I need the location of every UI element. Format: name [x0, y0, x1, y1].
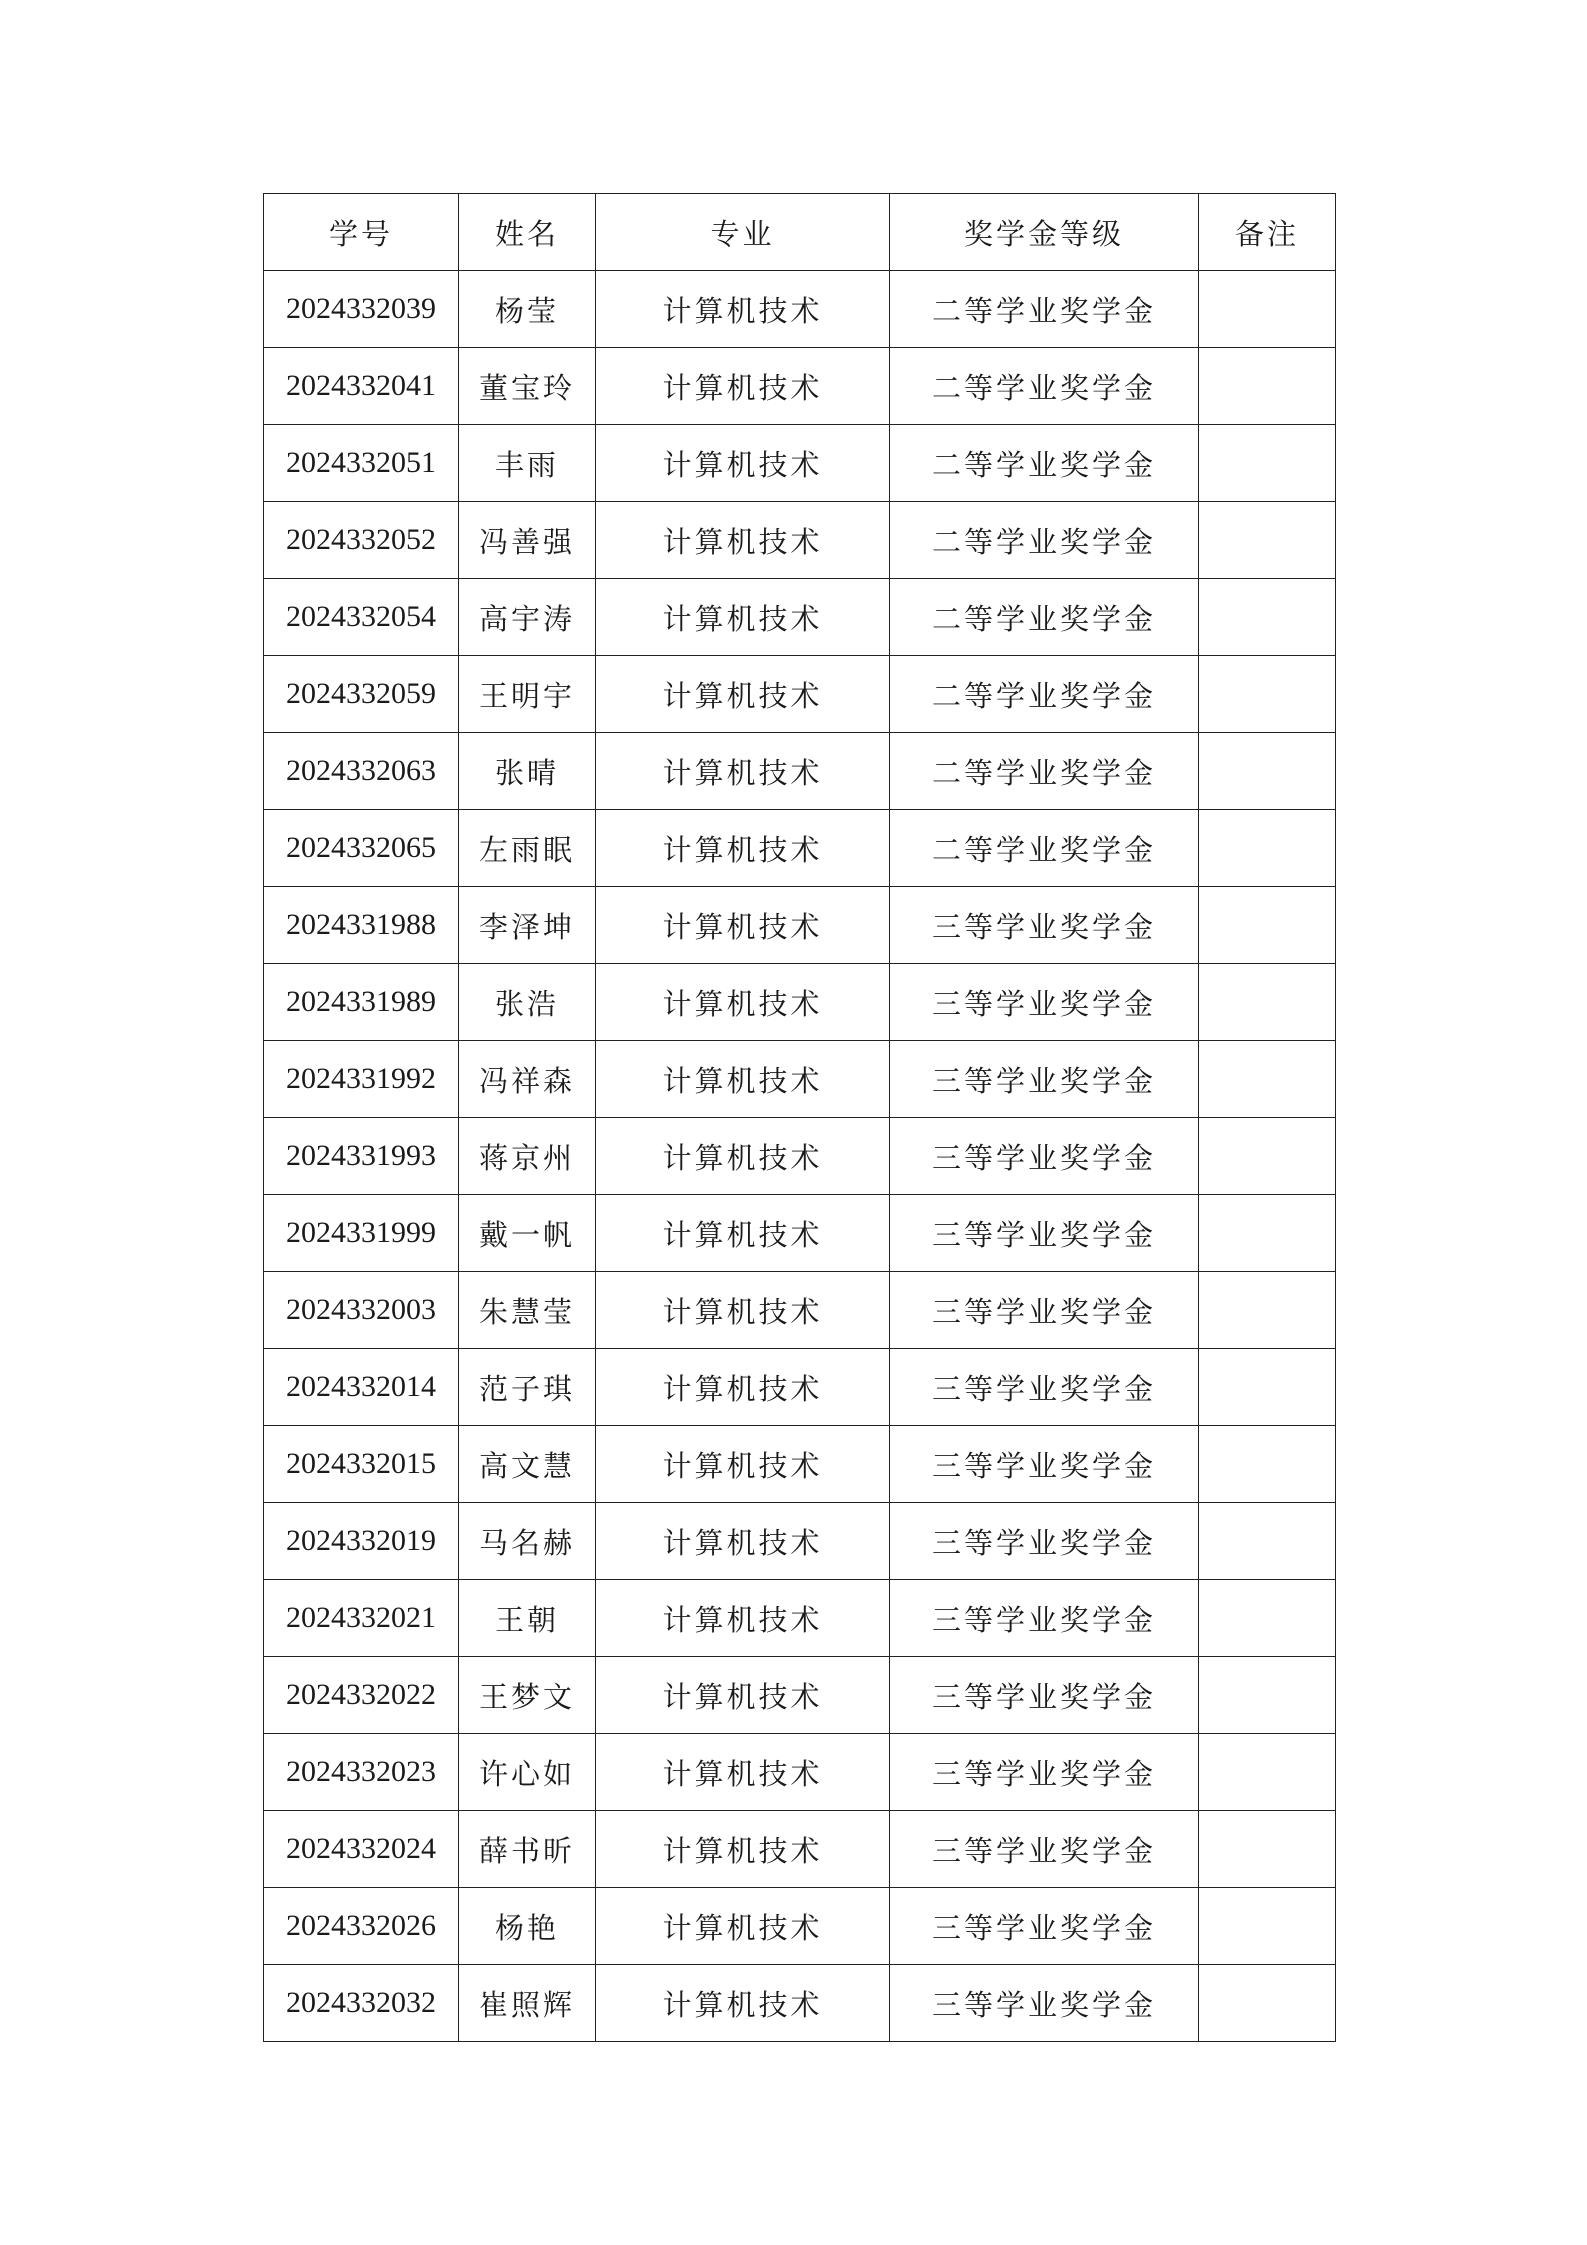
table-row [264, 425, 1336, 502]
student-id-cell: 2024332021 [264, 1580, 459, 1657]
note-cell [1199, 579, 1336, 656]
name-cell: 王朝 [459, 1580, 596, 1657]
student-id-cell: 2024331989 [264, 964, 459, 1041]
note-cell [1199, 1349, 1336, 1426]
major-cell: 计算机技术 [596, 887, 890, 964]
scholarship-level-cell: 三等学业奖学金 [890, 1349, 1199, 1426]
note-cell [1199, 1657, 1336, 1734]
student-id-cell: 2024332059 [264, 656, 459, 733]
major-cell: 计算机技术 [596, 1657, 890, 1734]
scholarship-level-cell: 三等学业奖学金 [890, 1811, 1199, 1888]
name-cell: 朱慧莹 [459, 1272, 596, 1349]
major-cell: 计算机技术 [596, 1272, 890, 1349]
student-id-cell: 2024332022 [264, 1657, 459, 1734]
table-row [264, 1965, 1336, 2042]
table-row [264, 1811, 1336, 1888]
scholarship-level-cell: 三等学业奖学金 [890, 1272, 1199, 1349]
student-id-cell: 2024332024 [264, 1811, 459, 1888]
note-cell [1199, 1195, 1336, 1272]
note-cell [1199, 1118, 1336, 1195]
name-cell: 高宇涛 [459, 579, 596, 656]
student-id-cell: 2024332032 [264, 1965, 459, 2042]
student-id-cell: 2024332052 [264, 502, 459, 579]
header-note: 备注 [1199, 194, 1336, 271]
note-cell [1199, 1426, 1336, 1503]
table-row [264, 1503, 1336, 1580]
name-cell: 杨艳 [459, 1888, 596, 1965]
table-row [264, 1118, 1336, 1195]
scholarship-level-cell: 二等学业奖学金 [890, 733, 1199, 810]
scholarship-level-cell: 三等学业奖学金 [890, 1041, 1199, 1118]
student-id-cell: 2024332003 [264, 1272, 459, 1349]
major-cell: 计算机技术 [596, 733, 890, 810]
scholarship-level-cell: 二等学业奖学金 [890, 502, 1199, 579]
student-id-cell: 2024331993 [264, 1118, 459, 1195]
table-row [264, 1041, 1336, 1118]
note-cell [1199, 964, 1336, 1041]
name-cell: 张浩 [459, 964, 596, 1041]
name-cell: 丰雨 [459, 425, 596, 502]
scholarship-level-cell: 二等学业奖学金 [890, 425, 1199, 502]
scholarship-level-cell: 三等学业奖学金 [890, 964, 1199, 1041]
name-cell: 许心如 [459, 1734, 596, 1811]
header-scholarship-level: 奖学金等级 [890, 194, 1199, 271]
scholarship-level-cell: 三等学业奖学金 [890, 1888, 1199, 1965]
major-cell: 计算机技术 [596, 348, 890, 425]
name-cell: 董宝玲 [459, 348, 596, 425]
major-cell: 计算机技术 [596, 1041, 890, 1118]
note-cell [1199, 1965, 1336, 2042]
name-cell: 高文慧 [459, 1426, 596, 1503]
student-id-cell: 2024331988 [264, 887, 459, 964]
major-cell: 计算机技术 [596, 964, 890, 1041]
table-row [264, 1195, 1336, 1272]
table-row [264, 887, 1336, 964]
scholarship-level-cell: 二等学业奖学金 [890, 348, 1199, 425]
table-row [264, 964, 1336, 1041]
table-row [264, 1426, 1336, 1503]
table-row [264, 1657, 1336, 1734]
scholarship-level-cell: 二等学业奖学金 [890, 656, 1199, 733]
header-student-id: 学号 [264, 194, 459, 271]
note-cell [1199, 887, 1336, 964]
name-cell: 蒋京州 [459, 1118, 596, 1195]
header-major: 专业 [596, 194, 890, 271]
note-cell [1199, 1272, 1336, 1349]
table-row [264, 733, 1336, 810]
student-id-cell: 2024332051 [264, 425, 459, 502]
note-cell [1199, 425, 1336, 502]
major-cell: 计算机技术 [596, 1580, 890, 1657]
name-cell: 张晴 [459, 733, 596, 810]
table-row [264, 348, 1336, 425]
student-id-cell: 2024331999 [264, 1195, 459, 1272]
student-id-cell: 2024332023 [264, 1734, 459, 1811]
major-cell: 计算机技术 [596, 1195, 890, 1272]
table-body [264, 271, 1336, 2042]
major-cell: 计算机技术 [596, 1888, 890, 1965]
scholarship-level-cell: 三等学业奖学金 [890, 1734, 1199, 1811]
major-cell: 计算机技术 [596, 1811, 890, 1888]
name-cell: 王梦文 [459, 1657, 596, 1734]
student-id-cell: 2024332041 [264, 348, 459, 425]
table-row [264, 271, 1336, 348]
major-cell: 计算机技术 [596, 1349, 890, 1426]
table-row [264, 810, 1336, 887]
scholarship-level-cell: 三等学业奖学金 [890, 1503, 1199, 1580]
note-cell [1199, 810, 1336, 887]
note-cell [1199, 1580, 1336, 1657]
note-cell [1199, 1503, 1336, 1580]
student-id-cell: 2024332026 [264, 1888, 459, 1965]
name-cell: 范子琪 [459, 1349, 596, 1426]
student-id-cell: 2024332015 [264, 1426, 459, 1503]
major-cell: 计算机技术 [596, 1118, 890, 1195]
major-cell: 计算机技术 [596, 656, 890, 733]
scholarship-table [263, 193, 1336, 2042]
student-id-cell: 2024332014 [264, 1349, 459, 1426]
scholarship-level-cell: 二等学业奖学金 [890, 810, 1199, 887]
scholarship-level-cell: 三等学业奖学金 [890, 1580, 1199, 1657]
name-cell: 李泽坤 [459, 887, 596, 964]
student-id-cell: 2024332054 [264, 579, 459, 656]
major-cell: 计算机技术 [596, 1426, 890, 1503]
note-cell [1199, 1888, 1336, 1965]
scholarship-level-cell: 二等学业奖学金 [890, 579, 1199, 656]
student-id-cell: 2024331992 [264, 1041, 459, 1118]
major-cell: 计算机技术 [596, 502, 890, 579]
scholarship-level-cell: 二等学业奖学金 [890, 271, 1199, 348]
table-row [264, 656, 1336, 733]
scholarship-level-cell: 三等学业奖学金 [890, 1426, 1199, 1503]
name-cell: 薛书昕 [459, 1811, 596, 1888]
header-row [264, 194, 1336, 271]
note-cell [1199, 271, 1336, 348]
table-row [264, 1888, 1336, 1965]
name-cell: 崔照辉 [459, 1965, 596, 2042]
scholarship-level-cell: 三等学业奖学金 [890, 1657, 1199, 1734]
name-cell: 王明宇 [459, 656, 596, 733]
table-row [264, 1734, 1336, 1811]
note-cell [1199, 656, 1336, 733]
major-cell: 计算机技术 [596, 1965, 890, 2042]
student-id-cell: 2024332063 [264, 733, 459, 810]
scholarship-level-cell: 三等学业奖学金 [890, 1118, 1199, 1195]
major-cell: 计算机技术 [596, 1503, 890, 1580]
student-id-cell: 2024332039 [264, 271, 459, 348]
name-cell: 冯祥森 [459, 1041, 596, 1118]
table-row [264, 1349, 1336, 1426]
major-cell: 计算机技术 [596, 579, 890, 656]
name-cell: 马名赫 [459, 1503, 596, 1580]
note-cell [1199, 502, 1336, 579]
scholarship-level-cell: 三等学业奖学金 [890, 1195, 1199, 1272]
student-id-cell: 2024332019 [264, 1503, 459, 1580]
major-cell: 计算机技术 [596, 271, 890, 348]
major-cell: 计算机技术 [596, 425, 890, 502]
table-row [264, 502, 1336, 579]
note-cell [1199, 1811, 1336, 1888]
scholarship-level-cell: 三等学业奖学金 [890, 887, 1199, 964]
table-row [264, 1272, 1336, 1349]
scholarship-level-cell: 三等学业奖学金 [890, 1965, 1199, 2042]
table-row [264, 1580, 1336, 1657]
header-name: 姓名 [459, 194, 596, 271]
table-row [264, 579, 1336, 656]
note-cell [1199, 348, 1336, 425]
note-cell [1199, 1041, 1336, 1118]
major-cell: 计算机技术 [596, 810, 890, 887]
major-cell: 计算机技术 [596, 1734, 890, 1811]
name-cell: 冯善强 [459, 502, 596, 579]
table-header [264, 194, 1336, 271]
name-cell: 戴一帆 [459, 1195, 596, 1272]
note-cell [1199, 733, 1336, 810]
student-id-cell: 2024332065 [264, 810, 459, 887]
note-cell [1199, 1734, 1336, 1811]
name-cell: 左雨眠 [459, 810, 596, 887]
name-cell: 杨莹 [459, 271, 596, 348]
